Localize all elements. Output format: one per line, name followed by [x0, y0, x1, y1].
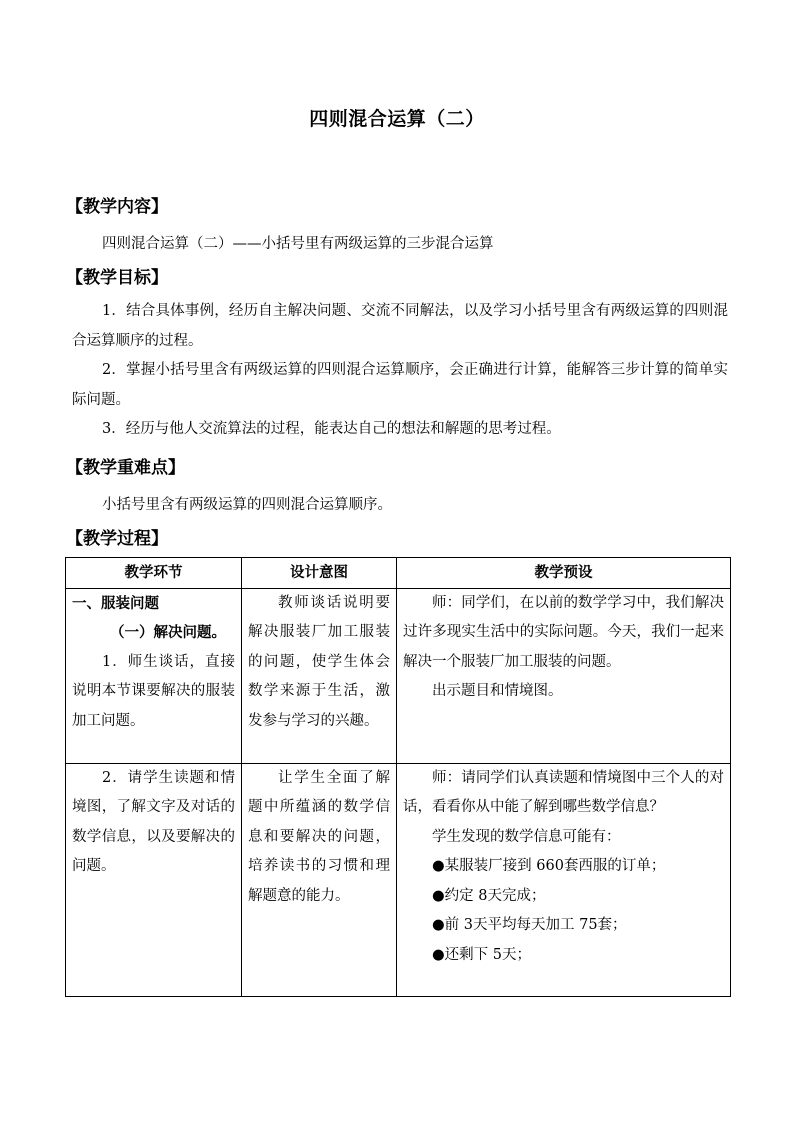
stage-text: 2．请学生读题和情境图，了解文字及对话的数学信息，以及要解决的问题。	[72, 769, 235, 874]
bullet-item: ●约定 8天完成；	[432, 887, 546, 904]
stage-text: 1．师生谈话，直接说明本节课要解决的服装加工问题。	[72, 653, 235, 729]
content-text: 四则混合运算（二）——小括号里有两级运算的三步混合运算	[102, 236, 494, 252]
table-header-intent: 设计意图	[242, 558, 397, 589]
key-points-text: 小括号里含有两级运算的四则混合运算顺序。	[102, 497, 392, 513]
page-title: 四则混合运算（二）	[309, 108, 485, 130]
section-heading-content: 【教学内容】	[66, 197, 168, 217]
stage-cell	[66, 763, 242, 996]
table-row	[66, 763, 731, 996]
stage-title: 一、服装问题	[72, 594, 159, 612]
goal-item: 3．经历与他人交流算法的过程，能表达自己的想法和解题的思考过程。	[102, 421, 561, 437]
bullet-item: ●还剩下 5天；	[432, 946, 531, 963]
table-row	[66, 588, 731, 763]
plan-text: 师：请同学们认真读题和情境图中三个人的对话，看看你从中能了解到哪些数学信息？	[403, 769, 724, 815]
stage-cell	[66, 588, 242, 763]
bullet-item: ●某服装厂接到 660套西服的订单；	[432, 858, 666, 874]
plan-text: 师：同学们，在以前的数学学习中，我们解决过许多现实生活中的实际问题。今天，我们一起来解决一个服装厂加工服装的问题。	[403, 594, 724, 670]
table-header-stage: 教学环节	[66, 558, 242, 589]
plan-text: 出示题目和情境图。	[432, 683, 563, 699]
bullet-item: ●前 3天平均每天加工 75套；	[432, 917, 627, 933]
section-heading-goals: 【教学目标】	[66, 268, 168, 288]
plan-cell	[397, 763, 731, 996]
goal-item: 2．掌握小括号里含有两级运算的四则混合运算顺序，会正确进行计算，能解答三步计算的简单实际问题。	[72, 362, 728, 408]
goals-list	[72, 297, 728, 445]
intent-cell	[242, 763, 397, 996]
plan-cell	[397, 588, 731, 763]
intent-cell	[242, 588, 397, 763]
section-heading-process: 【教学过程】	[66, 529, 168, 549]
section-heading-key-points: 【教学重难点】	[66, 458, 185, 478]
plan-text: 学生发现的数学信息可能有：	[432, 828, 621, 845]
table-header-row	[66, 558, 731, 589]
table-header-plan: 教学预设	[397, 558, 731, 589]
intent-text: 教师谈话说明要解决服装厂加工服装的问题，使学生体会数学来源于生活，激发参与学习的兴趣。	[248, 594, 390, 729]
goal-item: 1．结合具体事例，经历自主解决问题、交流不同解法，以及学习小括号里含有两级运算的四则混合运算顺序的过程。	[72, 303, 728, 349]
stage-subtitle: （一）解决问题。	[110, 624, 226, 641]
intent-text: 让学生全面了解题中所蕴涵的数学信息和要解决的问题，培养读书的习惯和理解题意的能力。	[248, 769, 390, 904]
process-table	[65, 557, 731, 997]
